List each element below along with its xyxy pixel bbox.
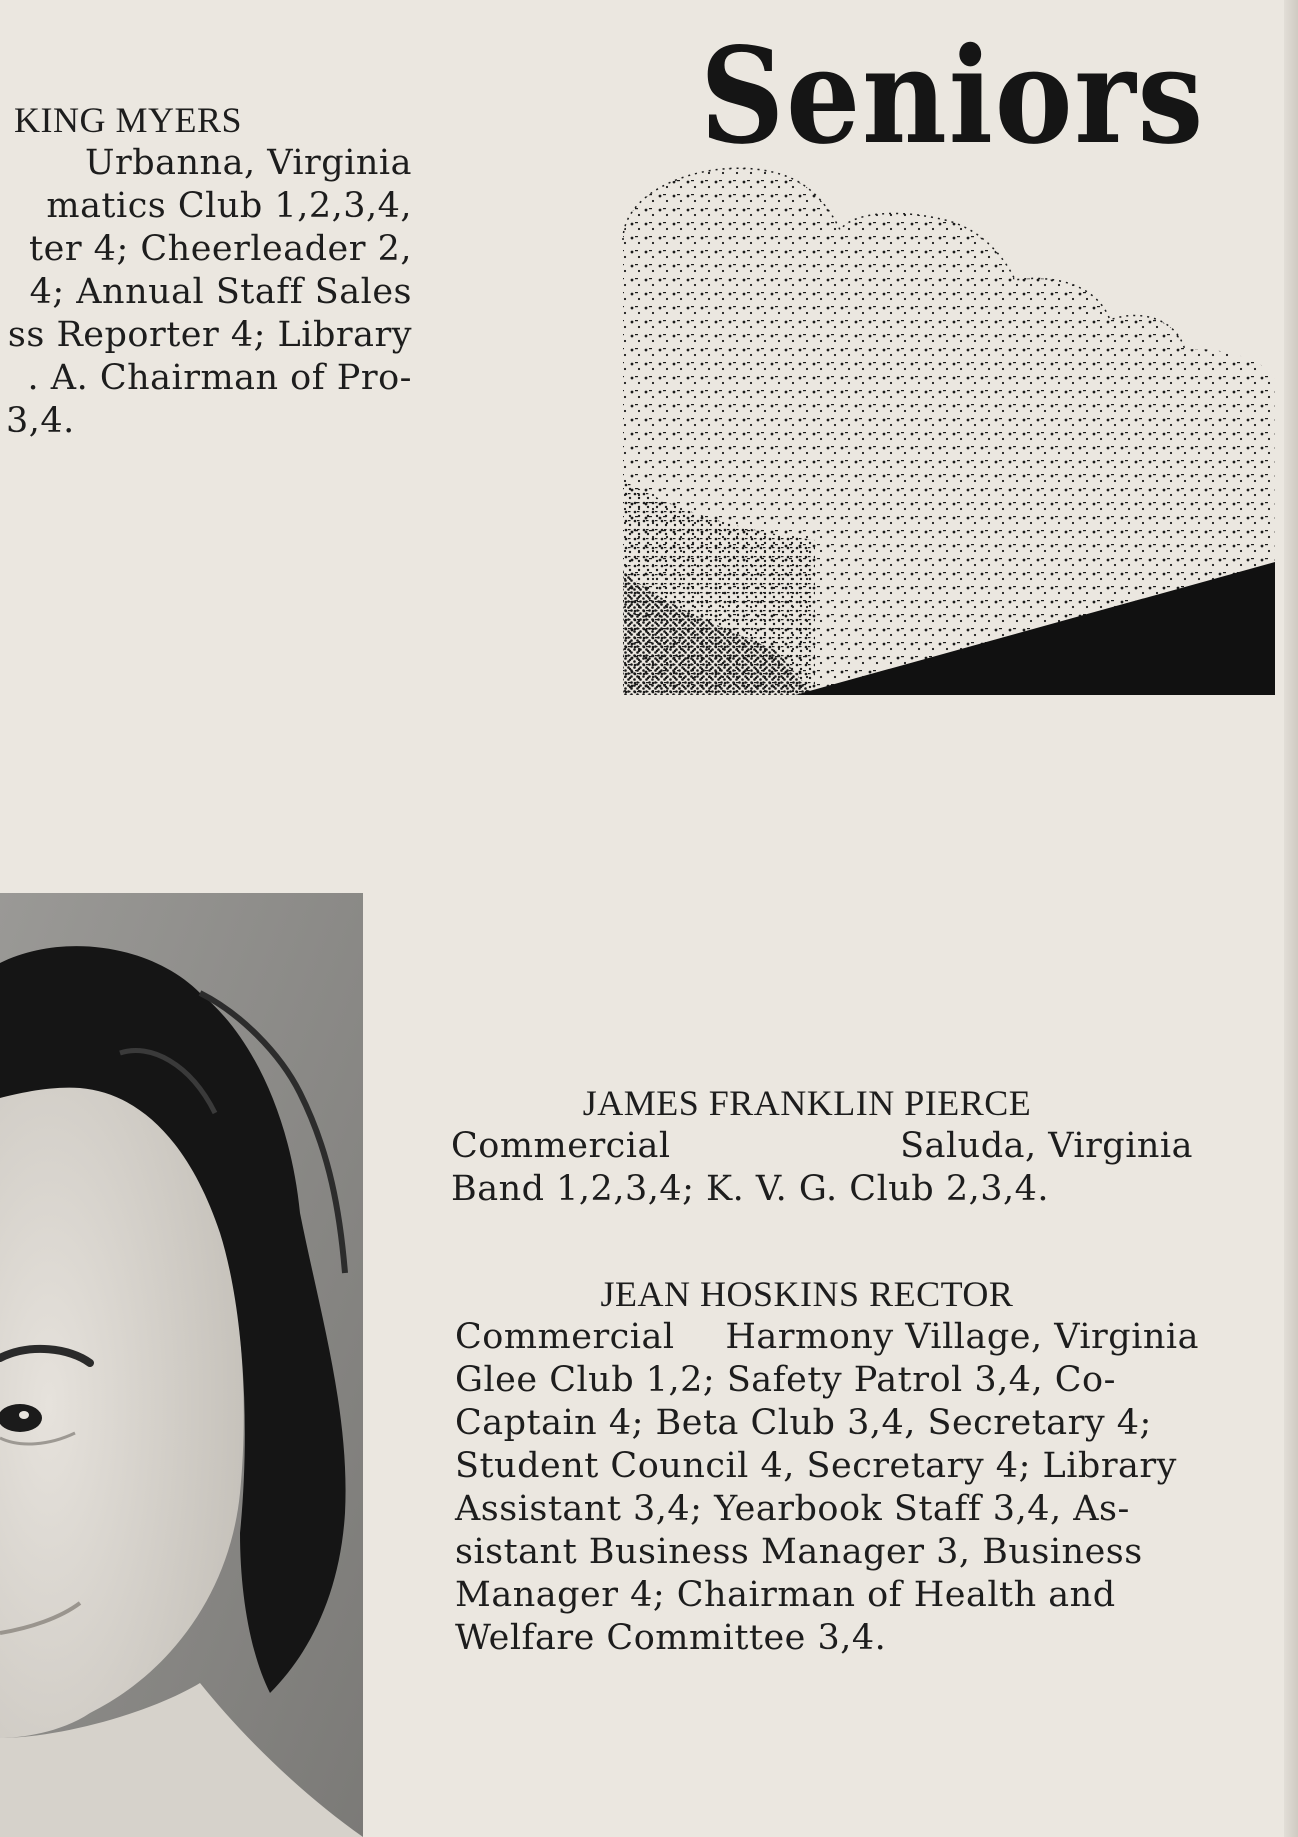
course-hometown-row [451,1125,1193,1168]
senior-name: KING MYERS [14,100,243,140]
entry-line: Student Council 4, Secretary 4; Library [455,1446,1177,1486]
stippled-cloud-illustration [615,150,1280,705]
entry-line: Welfare Committee 3,4. [455,1618,887,1658]
course-label: Commercial [455,1317,675,1357]
course-label: Commercial [451,1126,671,1166]
entry-line: Manager 4; Chairman of Health and [455,1575,1116,1615]
hometown-label: Harmony Village, Virginia [725,1317,1199,1357]
entry-line: ss Reporter 4; Library [7,315,412,355]
entry-line: 4; Annual Staff Sales [29,272,412,312]
page-edge [1284,0,1298,1837]
entry-line: ter 4; Cheerleader 2, [29,229,412,269]
seniors-title-text: Seniors [700,19,1205,174]
entry-line: matics Club 1,2,3,4, [46,186,412,226]
entry-line: . A. Chairman of Pro- [27,358,412,398]
entry-line: Urbanna, Virginia [85,143,412,183]
entry-line: 3,4. [6,401,75,441]
entry-line: Captain 4; Beta Club 3,4, Secretary 4; [455,1403,1152,1443]
hometown-label: Saluda, Virginia [900,1126,1193,1166]
entry-line: sistant Business Manager 3, Business [455,1532,1143,1572]
entry-line: Band 1,2,3,4; K. V. G. Club 2,3,4. [451,1169,1050,1209]
senior-name: JEAN HOSKINS RECTOR [600,1274,1014,1314]
seniors-title [700,14,1210,174]
student-portrait-photo [0,893,363,1837]
entry-line: Glee Club 1,2; Safety Patrol 3,4, Co- [455,1360,1116,1400]
entry-line: Assistant 3,4; Yearbook Staff 3,4, As- [455,1489,1130,1529]
senior-entry-pierce [451,1082,1193,1211]
senior-entry-rector [455,1273,1199,1660]
senior-name: JAMES FRANKLIN PIERCE [582,1083,1032,1123]
course-hometown-row [455,1316,1199,1359]
senior-entry-myers [0,99,412,443]
